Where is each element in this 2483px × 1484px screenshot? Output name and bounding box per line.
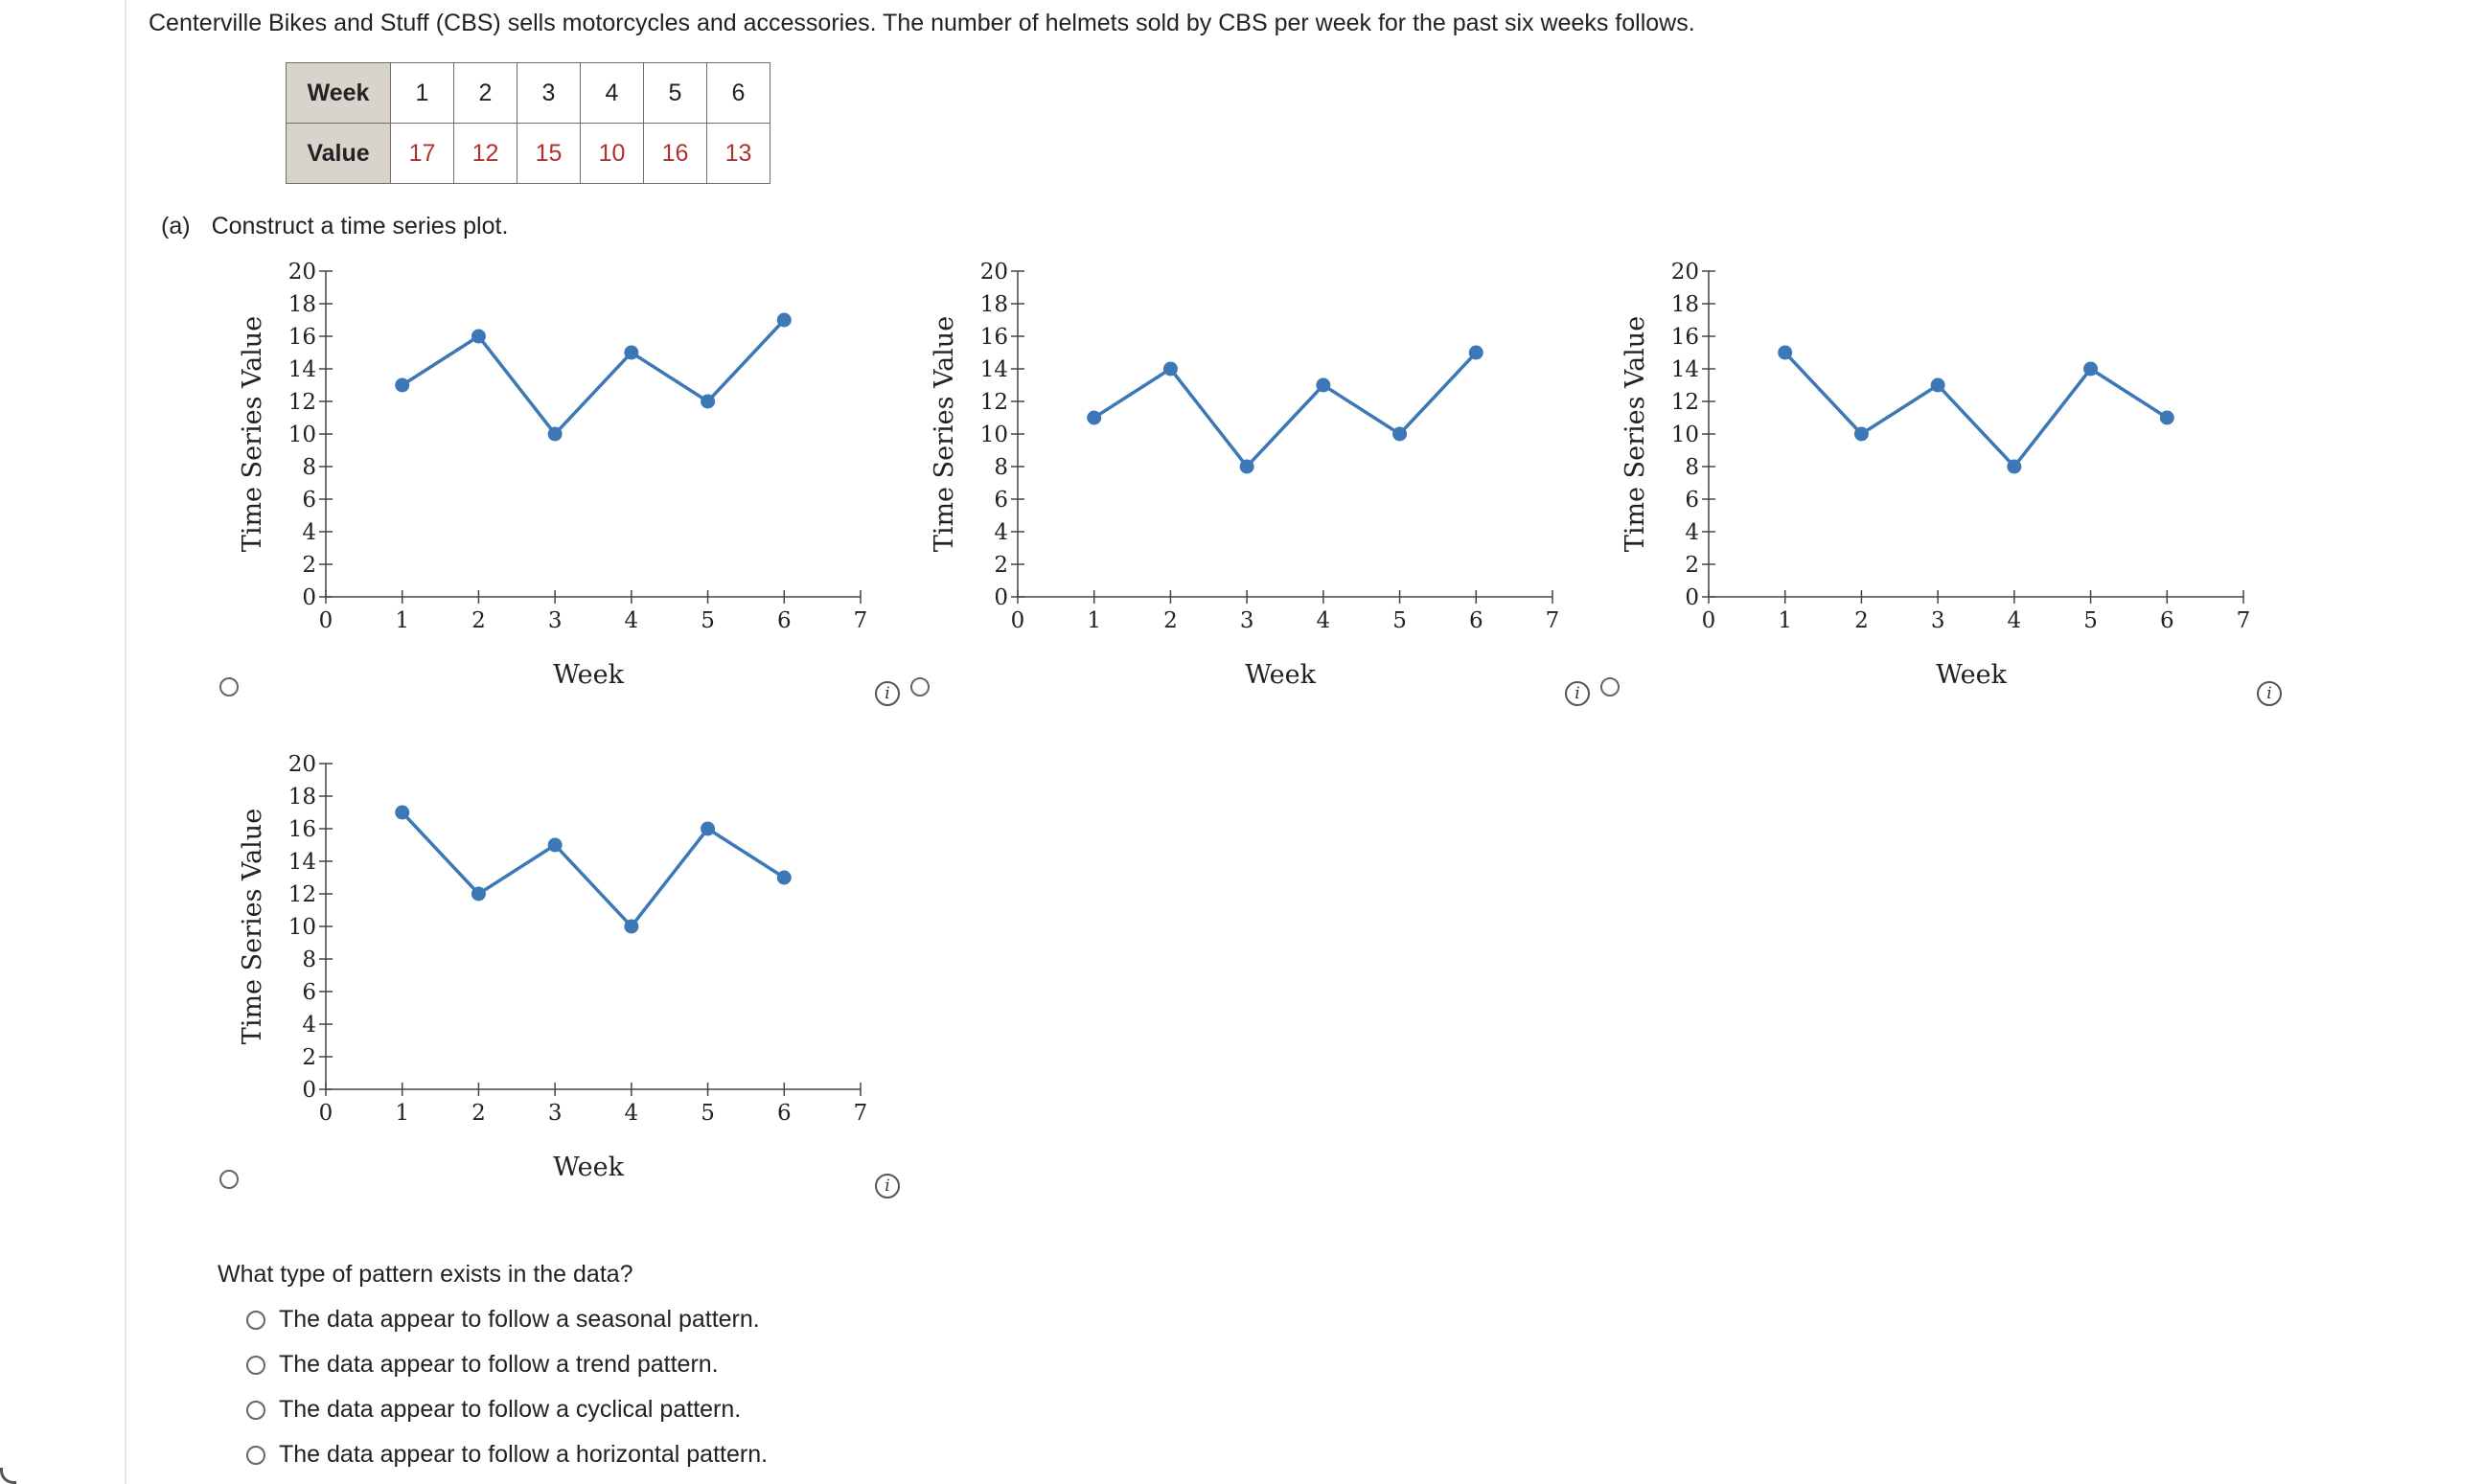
choice-radio-1[interactable] (219, 677, 239, 696)
y-tick-label: 10 (979, 422, 1008, 447)
option-radio[interactable] (246, 1356, 265, 1375)
x-tick-label: 2 (471, 1101, 486, 1126)
series-line (402, 320, 785, 434)
y-tick-label: 12 (287, 882, 316, 907)
y-tick-label: 10 (1670, 422, 1699, 447)
data-point (1163, 362, 1178, 377)
y-axis-label: Time Series Value (238, 808, 267, 1045)
data-point (701, 395, 715, 409)
y-tick-label: 14 (1670, 357, 1699, 382)
table-row-value (287, 124, 770, 184)
x-tick-label: 0 (1010, 608, 1025, 633)
y-tick-label: 2 (994, 553, 1008, 578)
data-point (395, 806, 409, 820)
x-axis-label: Week (1936, 660, 2007, 690)
data-point (1854, 427, 1869, 442)
x-tick-label: 3 (1930, 608, 1945, 633)
choice-radio-2[interactable] (910, 677, 930, 696)
series-line (1094, 353, 1477, 467)
data-point (471, 887, 486, 902)
x-tick-label: 3 (1239, 608, 1254, 633)
value-cell: 12 (454, 124, 517, 184)
x-tick-label: 7 (1545, 608, 1560, 633)
data-point (1392, 427, 1407, 442)
option-label: The data appear to follow a horizontal pattern. (279, 1441, 769, 1468)
y-tick-label: 20 (287, 260, 316, 285)
x-tick-label: 4 (624, 608, 639, 633)
x-tick-label: 1 (395, 1101, 410, 1126)
value-cell: 16 (644, 124, 707, 184)
week-cell: 2 (454, 63, 517, 124)
value-cell: 13 (707, 124, 770, 184)
x-tick-label: 0 (318, 608, 333, 633)
x-tick-label: 6 (776, 608, 792, 633)
option-horizontal[interactable] (246, 1441, 768, 1469)
y-tick-label: 12 (979, 390, 1008, 415)
y-tick-label: 18 (1670, 292, 1699, 317)
y-tick-label: 6 (302, 980, 316, 1005)
y-tick-label: 16 (979, 325, 1008, 350)
option-trend[interactable] (246, 1351, 719, 1379)
option-label: The data appear to follow a cyclical pattern. (279, 1396, 742, 1423)
option-label: The data appear to follow a trend pattern. (279, 1351, 719, 1378)
x-axis-label: Week (1245, 660, 1316, 690)
y-tick-label: 16 (1670, 325, 1699, 350)
y-tick-label: 0 (1685, 585, 1699, 610)
pattern-question: What type of pattern exists in the data? (218, 1261, 633, 1288)
x-tick-label: 2 (1854, 608, 1869, 633)
data-point (777, 871, 792, 885)
data-point (1087, 411, 1101, 425)
x-tick-label: 1 (1087, 608, 1102, 633)
x-tick-label: 5 (701, 608, 715, 633)
week-cell: 6 (707, 63, 770, 124)
choice-radio-3[interactable] (1600, 677, 1620, 696)
x-tick-label: 5 (701, 1101, 715, 1126)
x-tick-label: 7 (853, 1101, 868, 1126)
x-tick-label: 2 (1163, 608, 1178, 633)
left-divider (125, 0, 126, 1484)
y-tick-label: 0 (994, 585, 1008, 610)
data-point (1316, 378, 1330, 393)
x-tick-label: 6 (2159, 608, 2174, 633)
week-cell: 5 (644, 63, 707, 124)
problem-intro: Centerville Bikes and Stuff (CBS) sells motorcycles and accessories. The number of helmets sold by CBS per week for the past six weeks follows. (149, 10, 1695, 36)
time-series-chart-3 (1622, 259, 2274, 709)
time-series-chart-2 (931, 259, 1583, 709)
y-tick-label: 2 (302, 553, 316, 578)
option-radio[interactable] (246, 1446, 265, 1465)
week-cell: 3 (517, 63, 581, 124)
y-tick-label: 0 (302, 585, 316, 610)
y-tick-label: 20 (287, 752, 316, 777)
y-tick-label: 14 (979, 357, 1008, 382)
info-icon[interactable]: i (875, 681, 900, 706)
data-point (548, 427, 563, 442)
y-axis-label: Time Series Value (1621, 315, 1650, 553)
y-tick-label: 2 (302, 1045, 316, 1070)
y-tick-label: 10 (287, 915, 316, 940)
option-radio[interactable] (246, 1401, 265, 1420)
part-a-label: (a) (161, 213, 191, 240)
y-tick-label: 20 (1670, 260, 1699, 285)
y-tick-label: 8 (1685, 455, 1699, 480)
x-axis-label: Week (553, 1153, 624, 1182)
option-seasonal[interactable] (246, 1306, 760, 1334)
y-axis-label: Time Series Value (238, 315, 267, 553)
x-tick-label: 0 (318, 1101, 333, 1126)
data-table (286, 62, 770, 184)
x-tick-label: 5 (1392, 608, 1407, 633)
y-tick-label: 12 (1670, 390, 1699, 415)
data-point (777, 313, 792, 328)
x-tick-label: 4 (2007, 608, 2022, 633)
data-point (1778, 346, 1792, 360)
value-cell: 10 (581, 124, 644, 184)
chart-svg (240, 751, 891, 1201)
y-tick-label: 4 (302, 520, 316, 545)
y-tick-label: 6 (302, 488, 316, 513)
week-cell: 4 (581, 63, 644, 124)
x-tick-label: 3 (547, 1101, 563, 1126)
x-tick-label: 4 (624, 1101, 639, 1126)
x-tick-label: 3 (547, 608, 563, 633)
y-tick-label: 8 (302, 455, 316, 480)
option-cyclical[interactable] (246, 1396, 741, 1424)
x-axis-label: Week (553, 660, 624, 690)
value-cell: 17 (391, 124, 454, 184)
y-tick-label: 4 (1685, 520, 1699, 545)
data-point (624, 346, 638, 360)
y-tick-label: 12 (287, 390, 316, 415)
x-tick-label: 0 (1701, 608, 1716, 633)
data-point (548, 838, 563, 853)
y-tick-label: 4 (994, 520, 1008, 545)
y-tick-label: 18 (287, 785, 316, 810)
table-row-week (287, 63, 770, 124)
info-icon[interactable]: i (1565, 681, 1590, 706)
data-point (1469, 346, 1483, 360)
data-point (395, 378, 409, 393)
data-point (1931, 378, 1945, 393)
x-tick-label: 1 (1778, 608, 1793, 633)
data-point (2007, 460, 2021, 474)
time-series-chart-4 (240, 751, 891, 1201)
data-point (2160, 411, 2174, 425)
y-tick-label: 10 (287, 422, 316, 447)
x-tick-label: 6 (776, 1101, 792, 1126)
chart-svg (931, 259, 1583, 709)
row-header-value: Value (287, 124, 391, 184)
info-icon[interactable]: i (875, 1174, 900, 1199)
y-tick-label: 20 (979, 260, 1008, 285)
y-tick-label: 18 (979, 292, 1008, 317)
y-tick-label: 14 (287, 357, 316, 382)
week-cell: 1 (391, 63, 454, 124)
series-line (402, 812, 785, 926)
chart-svg (240, 259, 891, 709)
x-tick-label: 4 (1316, 608, 1331, 633)
series-line (1785, 353, 2168, 467)
y-tick-label: 8 (302, 947, 316, 972)
y-tick-label: 16 (287, 817, 316, 842)
value-cell: 15 (517, 124, 581, 184)
x-tick-label: 7 (2236, 608, 2251, 633)
y-tick-label: 6 (1685, 488, 1699, 513)
data-point (471, 330, 486, 344)
row-header-week: Week (287, 63, 391, 124)
data-point (701, 822, 715, 836)
time-series-chart-1 (240, 259, 891, 709)
y-tick-label: 14 (287, 850, 316, 875)
data-point (1240, 460, 1254, 474)
y-tick-label: 8 (994, 455, 1008, 480)
y-tick-label: 16 (287, 325, 316, 350)
part-a-text: Construct a time series plot. (211, 213, 509, 240)
option-radio[interactable] (246, 1311, 265, 1330)
y-tick-label: 2 (1685, 553, 1699, 578)
x-tick-label: 5 (2083, 608, 2098, 633)
part-a-prompt (161, 213, 508, 240)
y-axis-label: Time Series Value (930, 315, 959, 553)
corner-decoration (0, 1468, 16, 1484)
y-tick-label: 0 (302, 1078, 316, 1103)
chart-svg (1622, 259, 2274, 709)
choice-radio-4[interactable] (219, 1170, 239, 1189)
option-label: The data appear to follow a seasonal pattern. (279, 1306, 760, 1333)
x-tick-label: 2 (471, 608, 486, 633)
y-tick-label: 18 (287, 292, 316, 317)
x-tick-label: 6 (1468, 608, 1483, 633)
data-point (2083, 362, 2098, 377)
y-tick-label: 4 (302, 1013, 316, 1038)
x-tick-label: 1 (395, 608, 410, 633)
info-icon[interactable]: i (2257, 681, 2282, 706)
y-tick-label: 6 (994, 488, 1008, 513)
x-tick-label: 7 (853, 608, 868, 633)
data-point (624, 920, 638, 934)
